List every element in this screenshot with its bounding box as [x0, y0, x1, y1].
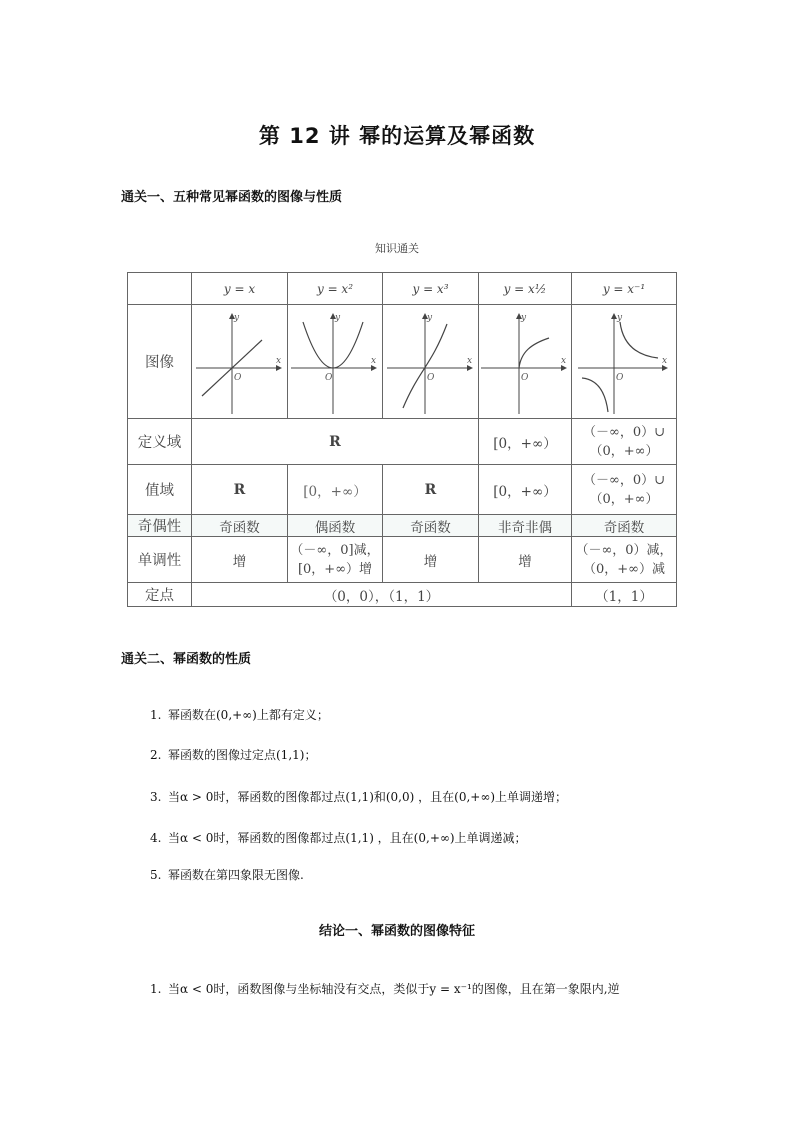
- header-y-eq-sqrt-x: y = x½: [479, 273, 572, 305]
- row-label-domain: 定义域: [128, 419, 192, 465]
- conclusion-item-1: [150, 980, 620, 997]
- graph-y-eq-x: [194, 308, 286, 416]
- graph-cell-sqrt: [479, 305, 572, 419]
- property-text: 当α < 0时，幂函数的图像都过点(1,1) ，且在(0,+∞)上单调递减；: [168, 831, 527, 845]
- range-x3: R: [383, 465, 479, 515]
- property-number: 3.: [150, 790, 162, 804]
- range-inverse-line2: （0，+∞）: [589, 491, 659, 507]
- page-title: 第 12 讲 幂的运算及幂函数: [258, 124, 536, 148]
- origin-label: O: [325, 372, 333, 383]
- row-label-fixed-point: 定点: [128, 583, 192, 607]
- property-item-1: [150, 706, 329, 723]
- range-inverse-line1: （－∞，0）∪: [583, 472, 665, 488]
- origin-label: O: [233, 372, 241, 383]
- x-axis-label: x: [561, 355, 567, 366]
- monotonic-x: 增: [192, 537, 288, 583]
- y-axis-label: y: [335, 312, 341, 323]
- property-text: 幂函数在(0,+∞)上都有定义；: [168, 708, 329, 722]
- x-axis-label: x: [466, 355, 472, 366]
- domain-inverse: [572, 419, 677, 465]
- power-function-table: [127, 272, 677, 607]
- monotonic-inverse-line1: （－∞，0）减，: [575, 542, 673, 558]
- x-axis-label: x: [662, 355, 668, 366]
- graph-cell-x2: [288, 305, 383, 419]
- y-axis-label: y: [233, 312, 239, 323]
- monotonic-sqrt: 增: [479, 537, 572, 583]
- fixed-point-common: （0，0），（1，1）: [192, 583, 572, 607]
- row-label-monotonic: 单调性: [128, 537, 192, 583]
- parity-x: 奇函数: [192, 515, 288, 537]
- monotonic-inverse: [572, 537, 677, 583]
- parity-x3: 奇函数: [383, 515, 479, 537]
- parity-x2: 偶函数: [288, 515, 383, 537]
- range-x: R: [192, 465, 288, 515]
- graph-y-eq-x2: [289, 308, 381, 416]
- property-number: 5.: [150, 868, 162, 882]
- monotonic-x2-line1: （－∞，0]减，: [290, 542, 380, 558]
- header-y-eq-x3: y = x³: [383, 273, 479, 305]
- header-y-eq-x2: y = x²: [288, 273, 383, 305]
- graph-cell-inverse: [572, 305, 677, 419]
- property-item-4: [150, 829, 527, 846]
- property-item-3: [150, 788, 567, 805]
- range-sqrt: [0，+∞）: [479, 465, 572, 515]
- monotonic-x3: 增: [383, 537, 479, 583]
- domain-inverse-line2: （0，+∞）: [589, 443, 659, 459]
- row-label-graph: 图像: [128, 305, 192, 419]
- property-text: 幂函数的图像过定点(1,1)；: [168, 748, 317, 762]
- graph-y-eq-x3: [385, 308, 477, 416]
- y-axis-label: y: [521, 312, 527, 323]
- conclusion-heading: 结论一、幂函数的图像特征: [318, 924, 475, 939]
- monotonic-x2-line2: [0，+∞）增: [297, 561, 373, 577]
- property-item-2: [150, 746, 316, 763]
- property-number: 2.: [150, 748, 162, 762]
- header-y-eq-x-inv: y = x⁻¹: [572, 273, 677, 305]
- property-number: 4.: [150, 831, 162, 845]
- parity-inverse: 奇函数: [572, 515, 677, 537]
- property-item-5: [150, 866, 304, 883]
- graph-y-eq-sqrt-x: [479, 308, 571, 416]
- domain-common: R: [192, 419, 479, 465]
- domain-inverse-line1: （－∞，0）∪: [583, 424, 665, 440]
- parity-sqrt: 非奇非偶: [479, 515, 572, 537]
- graph-cell-x: [192, 305, 288, 419]
- origin-label: O: [426, 372, 434, 383]
- row-label-parity: 奇偶性: [128, 515, 192, 537]
- range-inverse: [572, 465, 677, 515]
- graph-y-eq-x-inv: [574, 308, 674, 416]
- property-text: 幂函数在第四象限无图像.: [168, 868, 304, 882]
- monotonic-inverse-line2: （0，+∞）减: [583, 561, 665, 577]
- conclusion-text: 当α < 0时，函数图像与坐标轴没有交点，类似于y = x⁻¹的图像，且在第一象限内,逆: [168, 982, 620, 996]
- property-text: 当α > 0时，幂函数的图像都过点(1,1)和(0,0) ，且在(0,+∞)上单调递增；: [168, 790, 567, 804]
- section-heading-1: 通关一、五种常见幂函数的图像与性质: [121, 190, 343, 205]
- origin-label: O: [616, 372, 624, 383]
- x-axis-label: x: [371, 355, 377, 366]
- y-axis-label: y: [426, 312, 432, 323]
- header-y-eq-x: y = x: [192, 273, 288, 305]
- y-axis-label: y: [617, 312, 623, 323]
- header-empty-cell: [128, 273, 192, 305]
- monotonic-x2: [288, 537, 383, 583]
- conclusion-number: 1.: [150, 982, 162, 996]
- table-caption: 知识通关: [375, 242, 419, 255]
- graph-cell-x3: [383, 305, 479, 419]
- property-number: 1.: [150, 708, 162, 722]
- fixed-point-inverse: （1，1）: [572, 583, 677, 607]
- range-x2: [0，+∞）: [288, 465, 383, 515]
- domain-sqrt: [0，+∞）: [479, 419, 572, 465]
- origin-label: O: [521, 372, 529, 383]
- row-label-range: 值域: [128, 465, 192, 515]
- x-axis-label: x: [275, 355, 281, 366]
- section-heading-2: 通关二、幂函数的性质: [121, 652, 252, 667]
